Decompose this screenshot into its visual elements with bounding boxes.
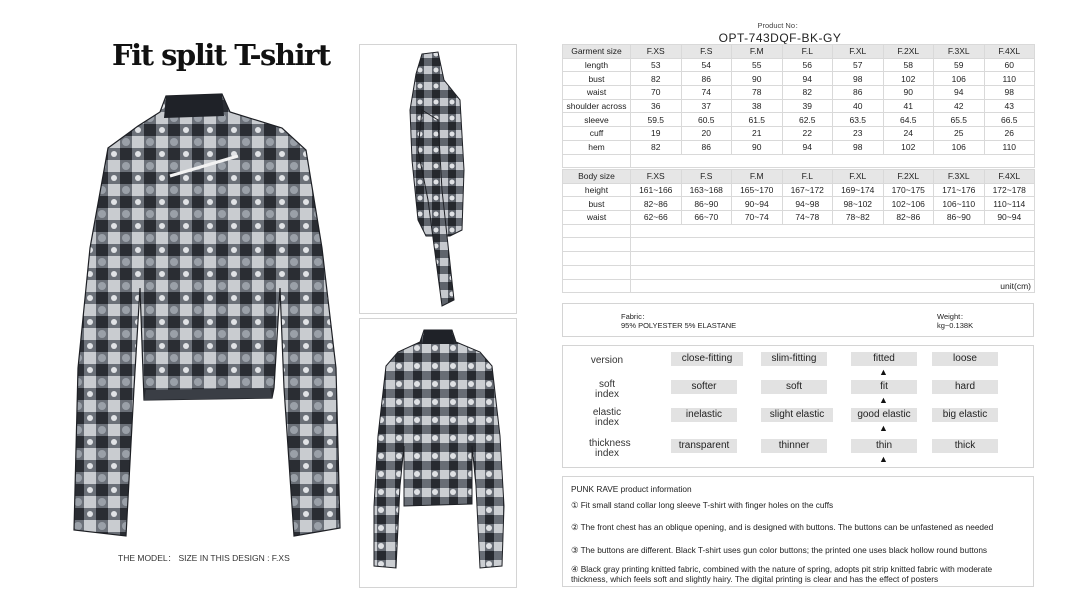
table-cell: 98~102: [833, 197, 884, 211]
index-option: loose: [932, 352, 998, 366]
table-cell: 66.5: [984, 113, 1035, 127]
unit-row: [563, 279, 1035, 293]
table-cell: 86: [833, 86, 884, 100]
fabric-weight-box: [562, 303, 1034, 337]
table-cell: 70: [631, 86, 682, 100]
page-title: Fit split T-shirt: [112, 38, 330, 72]
table-cell: 40: [833, 99, 884, 113]
table-cell: 82: [631, 72, 682, 86]
column-header: F.2XL: [883, 170, 934, 184]
column-header: F.XS: [631, 45, 682, 59]
table-cell: 42: [934, 99, 985, 113]
product-info-item-4: ④ Black gray printing knitted fabric, combined with the nature of spring, adopts pit strip knitted fabric with moderate thickness, which feels soft and slightly hairy. The digital printing is clear and has the effect of posters: [571, 564, 993, 584]
row-label: bust: [563, 197, 631, 211]
index-option: softer: [671, 380, 737, 394]
table-cell: 41: [883, 99, 934, 113]
empty-row: [563, 224, 1035, 238]
row-label: waist: [563, 86, 631, 100]
table-cell: 53: [631, 58, 682, 72]
table-cell: 78~82: [833, 211, 884, 225]
table-cell: 37: [681, 99, 732, 113]
column-header: F.L: [782, 45, 833, 59]
front-view-photo: [60, 88, 350, 546]
table-cell: 161~166: [631, 183, 682, 197]
table-cell: 70~74: [732, 211, 783, 225]
table-cell: 102: [883, 72, 934, 86]
body-size-table: [562, 169, 1035, 293]
table-row: [563, 86, 1035, 100]
empty-cell: [631, 224, 1035, 238]
column-header: F.XL: [833, 170, 884, 184]
product-number-label: Product No：: [757, 21, 803, 30]
empty-cell: [563, 238, 631, 252]
table-cell: 54: [681, 58, 732, 72]
table-cell: 102: [883, 140, 934, 154]
row-label: cuff: [563, 127, 631, 141]
table-cell: 82: [782, 86, 833, 100]
index-option: slim-fitting: [761, 352, 827, 366]
table-cell: 98: [833, 140, 884, 154]
table-cell: 172~178: [984, 183, 1035, 197]
product-number-block: [700, 20, 860, 45]
weight-value: kg~0.138K: [937, 321, 974, 330]
empty-row: [563, 154, 1035, 168]
table-cell: 170~175: [883, 183, 934, 197]
table-cell: 94: [934, 86, 985, 100]
table-cell: 94: [782, 140, 833, 154]
table-cell: 82~86: [883, 211, 934, 225]
table-row: [563, 211, 1035, 225]
table-row: [563, 140, 1035, 154]
table-cell: 39: [782, 99, 833, 113]
fabric-label: Fabric：: [621, 312, 650, 321]
table-row: [563, 58, 1035, 72]
table-cell: 66~70: [681, 211, 732, 225]
column-header: F.M: [732, 45, 783, 59]
table-row: [563, 113, 1035, 127]
product-info-title: PUNK RAVE product information: [571, 484, 692, 494]
model-size-note: THE MODEL： SIZE IN THIS DESIGN : F.XS: [118, 553, 290, 563]
table-cell: 110: [984, 72, 1035, 86]
empty-cell: [563, 224, 631, 238]
index-option: big elastic: [932, 408, 998, 422]
table-cell: 106~110: [934, 197, 985, 211]
table-row: [563, 99, 1035, 113]
fabric-info: [621, 312, 736, 330]
column-header: F.L: [782, 170, 833, 184]
selected-marker-icon: ▲: [879, 454, 888, 464]
table-cell: 62.5: [782, 113, 833, 127]
column-header: F.3XL: [934, 45, 985, 59]
column-header: F.S: [681, 45, 732, 59]
product-info-box: [562, 476, 1034, 587]
index-option: thin: [851, 439, 917, 453]
index-option: hard: [932, 380, 998, 394]
table-header-row: [563, 45, 1035, 59]
empty-cell: [631, 265, 1035, 279]
empty-cell: [631, 154, 1035, 168]
table-cell: 20: [681, 127, 732, 141]
empty-cell: [631, 252, 1035, 266]
row-label: length: [563, 58, 631, 72]
table-cell: 59.5: [631, 113, 682, 127]
column-header: F.4XL: [984, 45, 1035, 59]
index-option: slight elastic: [761, 408, 833, 422]
product-number: OPT-743DQF-BK-GY: [718, 31, 842, 45]
unit-label: unit(cm): [631, 279, 1035, 293]
table-cell: 106: [934, 72, 985, 86]
empty-cell: [563, 154, 631, 168]
table-cell: 171~176: [934, 183, 985, 197]
index-label: version: [590, 355, 624, 366]
table-cell: 19: [631, 127, 682, 141]
fabric-value: 95% POLYESTER 5% ELASTANE: [621, 321, 737, 330]
table-cell: 90~94: [984, 211, 1035, 225]
table-cell: 36: [631, 99, 682, 113]
weight-label: Weight：: [937, 312, 968, 321]
table-cell: 86: [681, 72, 732, 86]
table-cell: 82~86: [631, 197, 682, 211]
row-label: sleeve: [563, 113, 631, 127]
index-option: transparent: [671, 439, 737, 453]
table-cell: 82: [631, 140, 682, 154]
table-cell: 65.5: [934, 113, 985, 127]
table-cell: 167~172: [782, 183, 833, 197]
table-cell: 74~78: [782, 211, 833, 225]
table-row: [563, 183, 1035, 197]
selected-marker-icon: ▲: [879, 367, 888, 377]
index-option: thick: [932, 439, 998, 453]
table-cell: 163~168: [681, 183, 732, 197]
index-label: thickness index: [589, 438, 631, 459]
index-option: good elastic: [851, 408, 917, 422]
table-cell: 64.5: [883, 113, 934, 127]
table-cell: 74: [681, 86, 732, 100]
table-cell: 98: [833, 72, 884, 86]
row-label: hem: [563, 140, 631, 154]
table-cell: 169~174: [833, 183, 884, 197]
column-header: F.M: [732, 170, 783, 184]
empty-cell: [563, 252, 631, 266]
table-cell: 38: [732, 99, 783, 113]
row-label: waist: [563, 211, 631, 225]
table-cell: 165~170: [732, 183, 783, 197]
index-option: fit: [851, 380, 917, 394]
row-label: shoulder across: [563, 99, 631, 113]
weight-info: [937, 312, 973, 330]
column-header: F.4XL: [984, 170, 1035, 184]
table-cell: 61.5: [732, 113, 783, 127]
column-header: F.XL: [833, 45, 884, 59]
row-label: height: [563, 183, 631, 197]
index-label: soft index: [595, 379, 619, 400]
table-cell: 98: [984, 86, 1035, 100]
index-option: fitted: [851, 352, 917, 366]
table-cell: 58: [883, 58, 934, 72]
table-cell: 26: [984, 127, 1035, 141]
table-cell: 86~90: [934, 211, 985, 225]
table-cell: 86~90: [681, 197, 732, 211]
column-header: Body size: [563, 170, 631, 184]
table-cell: 23: [833, 127, 884, 141]
table-cell: 24: [883, 127, 934, 141]
table-cell: 22: [782, 127, 833, 141]
table-cell: 21: [732, 127, 783, 141]
index-option: close-fitting: [671, 352, 743, 366]
product-info-item-2: ② The front chest has an oblique opening, and is designed with buttons. The buttons can be unfastened as needed: [571, 522, 994, 532]
column-header: F.3XL: [934, 170, 985, 184]
table-cell: 90: [732, 72, 783, 86]
table-cell: 78: [732, 86, 783, 100]
table-cell: 90: [732, 140, 783, 154]
column-header: F.XS: [631, 170, 682, 184]
table-row: [563, 127, 1035, 141]
empty-row: [563, 265, 1035, 279]
table-cell: 94~98: [782, 197, 833, 211]
table-cell: 106: [934, 140, 985, 154]
table-header-row: [563, 170, 1035, 184]
table-cell: 63.5: [833, 113, 884, 127]
empty-cell: [563, 265, 631, 279]
column-header: F.S: [681, 170, 732, 184]
table-row: [563, 197, 1035, 211]
table-cell: 60.5: [681, 113, 732, 127]
table-cell: 90: [883, 86, 934, 100]
selected-marker-icon: ▲: [879, 395, 888, 405]
back-view-photo: [368, 326, 508, 582]
table-cell: 102~106: [883, 197, 934, 211]
index-label: elastic index: [592, 407, 622, 428]
index-option: thinner: [761, 439, 827, 453]
table-cell: 25: [934, 127, 985, 141]
index-option: inelastic: [671, 408, 737, 422]
table-row: [563, 72, 1035, 86]
empty-cell: [631, 238, 1035, 252]
fit-index-box: [562, 345, 1034, 468]
table-cell: 94: [782, 72, 833, 86]
selected-marker-icon: ▲: [879, 423, 888, 433]
table-cell: 86: [681, 140, 732, 154]
column-header: F.2XL: [883, 45, 934, 59]
table-cell: 110~114: [984, 197, 1035, 211]
table-cell: 57: [833, 58, 884, 72]
garment-size-table: [562, 44, 1035, 168]
table-cell: 62~66: [631, 211, 682, 225]
table-cell: 110: [984, 140, 1035, 154]
product-info-item-3: ③ The buttons are different. Black T-shirt uses gun color buttons; the printed one uses black hollow round buttons: [571, 545, 988, 555]
column-header: Garment size: [563, 45, 631, 59]
empty-row: [563, 252, 1035, 266]
row-label: bust: [563, 72, 631, 86]
table-cell: 90~94: [732, 197, 783, 211]
table-cell: 56: [782, 58, 833, 72]
table-cell: 60: [984, 58, 1035, 72]
index-option: soft: [761, 380, 827, 394]
side-view-photo: [392, 50, 482, 312]
table-cell: 59: [934, 58, 985, 72]
product-info-item-1: ① Fit small stand collar long sleeve T-shirt with finger holes on the cuffs: [571, 500, 834, 510]
empty-cell: [563, 279, 631, 293]
table-cell: 43: [984, 99, 1035, 113]
table-cell: 55: [732, 58, 783, 72]
empty-row: [563, 238, 1035, 252]
